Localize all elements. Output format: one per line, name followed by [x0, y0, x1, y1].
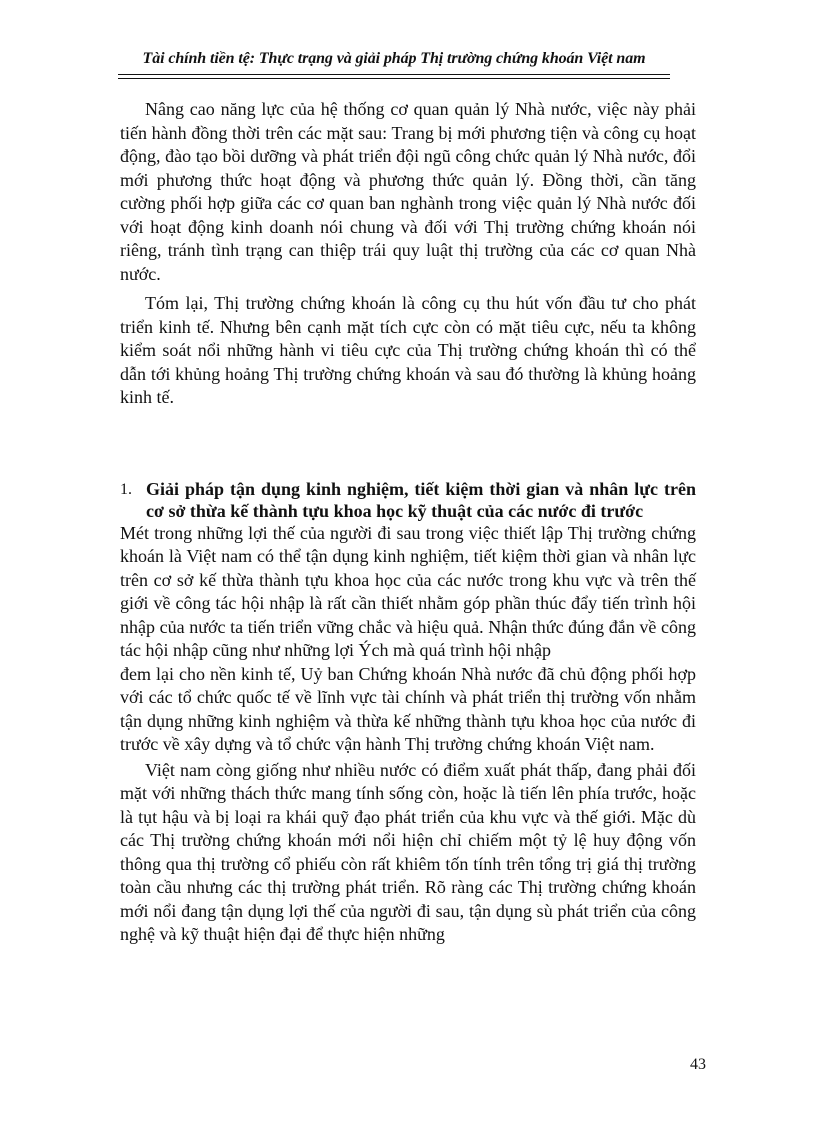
page-number: 43	[690, 1056, 706, 1073]
paragraph-state-management: Nâng cao năng lực của hệ thống cơ quan quản lý Nhà nước, việc này phải tiến hành đồng thời trên các mặt sau: Trang bị mới phương tiện và công cụ hoạt động, đào tạo bồi dưỡng và phát triển đội ngũ công chức quản lý Nhà nước, đổi mới phương thức hoạt động và phương thức quản lý. Đồng thời, cần tăng cường phối hợp giữa các cơ quan ban nghành trong việc quản lý Nhà nước đối với hoạt động kinh doanh nói chung và đối với Thị trường chứng khoán nói riêng, tránh tình trạng can thiệp trái quy luật thị trường của các cơ quan Nhà nước.	[120, 99, 696, 284]
page-body	[120, 98, 696, 947]
header-rule-thin	[118, 78, 670, 79]
paragraph-vietnam-challenges: Việt nam còng giống như nhiều nước có điểm xuất phát thấp, đang phải đối mặt với những thách thức mang tính sống còn, hoặc là tiến lên phía trước, hoặc là tụt hậu và bị loại ra khái quỹ đạo phát triển của khu vực và thế giới. Mặc dù các Thị trường chứng khoán mới nổi hiện chỉ chiếm một tỷ lệ huy động vốn thông qua thị trường cổ phiếu còn rất khiêm tốn tính trên tổng trị giá thị trường toàn cầu nhưng các thị trường phát triển. Rõ ràng các Thị trường chứng khoán mới nổi đang tận dụng lợi thế của người đi sau, tận dụng sù phát triển của công nghệ và kỹ thuật hiện đại để thực hiện những	[120, 759, 696, 944]
header-rule	[118, 74, 670, 75]
section-heading-text: Giải pháp tận dụng kinh nghiệm, tiết kiệm thời gian và nhân lực trên cơ sở thừa kế thành tựu khoa học kỹ thuật của các nước đi trước	[146, 478, 696, 521]
section-heading	[120, 478, 696, 522]
paragraph-advantage: Mét trong những lợi thế của người đi sau trong việc thiết lập Thị trường chứng khoán là Việt nam có thể tận dụng kinh nghiệm, tiết kiệm thời gian và nhân lực trên cơ sở kế thừa thành tựu khoa học của các nước trong khu vực và trên thế giới về công tác hội nhập là rất cần thiết nhằm góp phần thúc đẩy tiến trình hội nhập của nước ta tiến triển vững chắc và hiệu quả. Nhận thức đúng đắn về công tác hội nhập cũng như những lợi Ých mà quá trình hội nhập	[120, 522, 696, 660]
paragraph-summary: Tóm lại, Thị trường chứng khoán là công cụ thu hút vốn đầu tư cho phát triển kinh tế. Nhưng bên cạnh mặt tích cực còn có mặt tiêu cực, nếu ta không kiểm soát nổi những hành vi tiêu cực của Thị trường chứng khoán thì có thể dẫn tới khủng hoảng Thị trường chứng khoán và sau đó thường là khủng hoảng kinh tế.	[120, 293, 696, 407]
page-header-title: Tài chính tiền tệ: Thực trạng và giải pháp Thị trường chứng khoán Việt nam	[142, 50, 646, 67]
section-number: 1.	[120, 480, 132, 498]
paragraph-ssc-cooperation: đem lại cho nền kinh tế, Uỷ ban Chứng khoán Nhà nước đã chủ động phối hợp với các tổ chức quốc tế về lĩnh vực tài chính và phát triển thị trường vốn nhằm tận dụng những kinh nghiệm và thừa kế những thành tựu khoa học của nước đi trước về xây dựng và tổ chức vận hành Thị trường chứng khoán Việt nam.	[120, 663, 696, 754]
